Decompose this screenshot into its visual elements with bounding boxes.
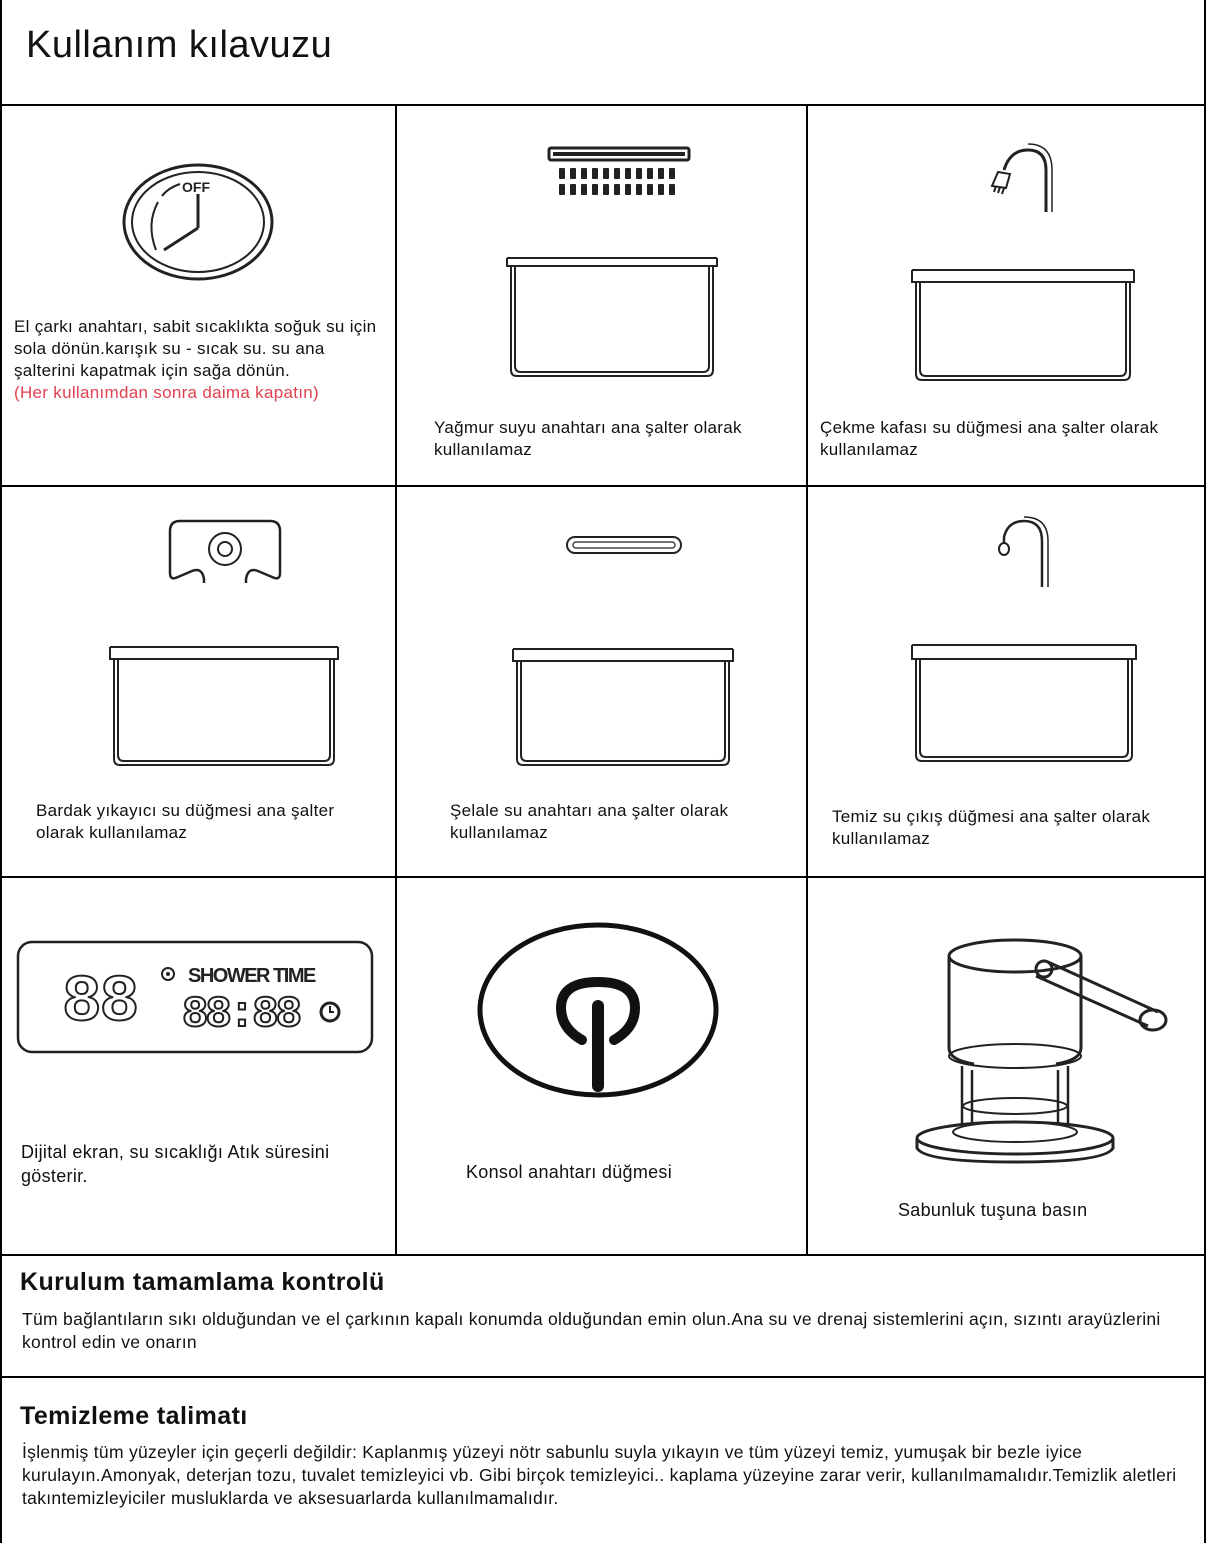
- cup-washer-icon: [166, 519, 284, 589]
- sink-basin-icon: [910, 266, 1136, 382]
- cleaning-body: İşlenmiş tüm yüzeyler için geçerli değildir: Kaplanmış yüzeyi nötr sabunlu suyla yıkayın ve tüm yüzeyi temiz, yumuşak bir bezle iyice kurulayın.Amonyak, deterjan tozu, tuvalet temizleyici vb. Gibi birçok temizleyici.. kaplama yüzeyine zarar verir, kullanılmamalıdır.Temizlik aletleri takıntemizleyiciler musluklarda ve aksesuarlarda kullanılmamalıdır.: [22, 1442, 1177, 1508]
- shower-nozzle: [658, 168, 664, 179]
- cell-handwheel: [2, 104, 395, 485]
- page-title: Kullanım kılavuzu: [26, 24, 333, 66]
- cell-waterfall: [397, 487, 806, 876]
- shower-nozzle: [636, 184, 642, 195]
- cell-clean-water: [808, 487, 1206, 876]
- title-box: [2, 0, 1206, 106]
- cell-caption: Konsol anahtarı düğmesi: [466, 1162, 673, 1182]
- shower-nozzle: [592, 184, 598, 195]
- shower-nozzle: [603, 184, 609, 195]
- cell-caption: Temiz su çıkış düğmesi ana şalter olarak kullanılamaz: [832, 807, 1151, 848]
- console-switch-icon: [477, 922, 719, 1098]
- sink-basin-icon: [108, 643, 340, 767]
- shower-nozzle: [570, 168, 576, 179]
- handwheel-warning: (Her kullanımdan sonra daima kapatın): [14, 383, 319, 402]
- cell-pull-out-faucet: [808, 104, 1206, 485]
- cell-console-switch: [397, 878, 806, 1254]
- cell-caption: Yağmur suyu anahtarı ana şalter olarak kullanılamaz: [434, 418, 742, 459]
- shower-nozzle: [614, 168, 620, 179]
- shower-nozzle: [625, 168, 631, 179]
- sink-basin-icon: [910, 641, 1138, 763]
- shower-nozzle: [669, 184, 675, 195]
- waterfall-outlet-icon: [565, 533, 685, 557]
- shower-nozzle: [603, 168, 609, 179]
- install-check-heading: Kurulum tamamlama kontrolü: [20, 1268, 385, 1296]
- feature-grid: [2, 104, 1206, 1256]
- shower-nozzle: [669, 168, 675, 179]
- cell-caption: Şelale su anahtarı ana şalter olarak kullanılamaz: [450, 801, 729, 842]
- shower-nozzle: [647, 184, 653, 195]
- shower-nozzle: [658, 184, 664, 195]
- cell-cup-washer: [2, 487, 395, 876]
- cell-soap-dispenser: [808, 878, 1206, 1254]
- install-check-body: Tüm bağlantıların sıkı olduğundan ve el çarkının kapalı konumda olduğundan emin olun.Ana su ve drenaj sistemlerini açın, sızıntı arayüzlerini kontrol edin ve onarın: [22, 1309, 1161, 1352]
- display-time: 88:88: [182, 990, 300, 1040]
- shower-nozzle: [570, 184, 576, 195]
- pull-out-faucet-icon: [988, 144, 1060, 216]
- cell-rain-shower: [397, 104, 806, 485]
- display-shower-time-label: SHOWER TIME: [188, 965, 315, 987]
- cell-caption: Çekme kafası su düğmesi ana şalter olarak kullanılamaz: [820, 418, 1159, 459]
- soap-dispenser-icon: [904, 936, 1170, 1164]
- cleaning-section: [2, 1380, 1206, 1543]
- digital-display-icon: [16, 940, 374, 1056]
- cell-caption: Bardak yıkayıcı su düğmesi ana şalter olarak kullanılamaz: [36, 801, 335, 842]
- install-check-section: [2, 1256, 1206, 1378]
- sink-basin-icon: [511, 645, 735, 767]
- handwheel-caption: El çarkı anahtarı, sabit sıcaklıkta soğuk su için sola dönün.karışık su - sıcak su. su ana şalterini kapatmak için sağa dönün.: [14, 317, 377, 380]
- shower-nozzle: [581, 184, 587, 195]
- shower-nozzle: [636, 168, 642, 179]
- cell-digital-display: [2, 878, 395, 1254]
- shower-nozzle: [559, 168, 565, 179]
- handwheel-off-icon: [122, 162, 274, 282]
- sink-basin-icon: [505, 254, 719, 378]
- shower-nozzle: [581, 168, 587, 179]
- shower-nozzle: [647, 168, 653, 179]
- shower-nozzle: [625, 184, 631, 195]
- cell-caption: [14, 316, 386, 404]
- rain-shower-icon: [547, 146, 691, 202]
- clean-water-faucet-icon: [992, 517, 1052, 589]
- display-temperature: 88: [62, 965, 138, 1040]
- shower-nozzle: [614, 184, 620, 195]
- shower-nozzle: [592, 168, 598, 179]
- cleaning-heading: Temizleme talimatı: [20, 1402, 248, 1430]
- off-label: OFF: [182, 179, 210, 195]
- shower-nozzle: [559, 184, 565, 195]
- cell-caption: Sabunluk tuşuna basın: [898, 1200, 1088, 1220]
- cell-caption: Dijital ekran, su sıcaklığı Atık süresini gösterir.: [21, 1142, 330, 1186]
